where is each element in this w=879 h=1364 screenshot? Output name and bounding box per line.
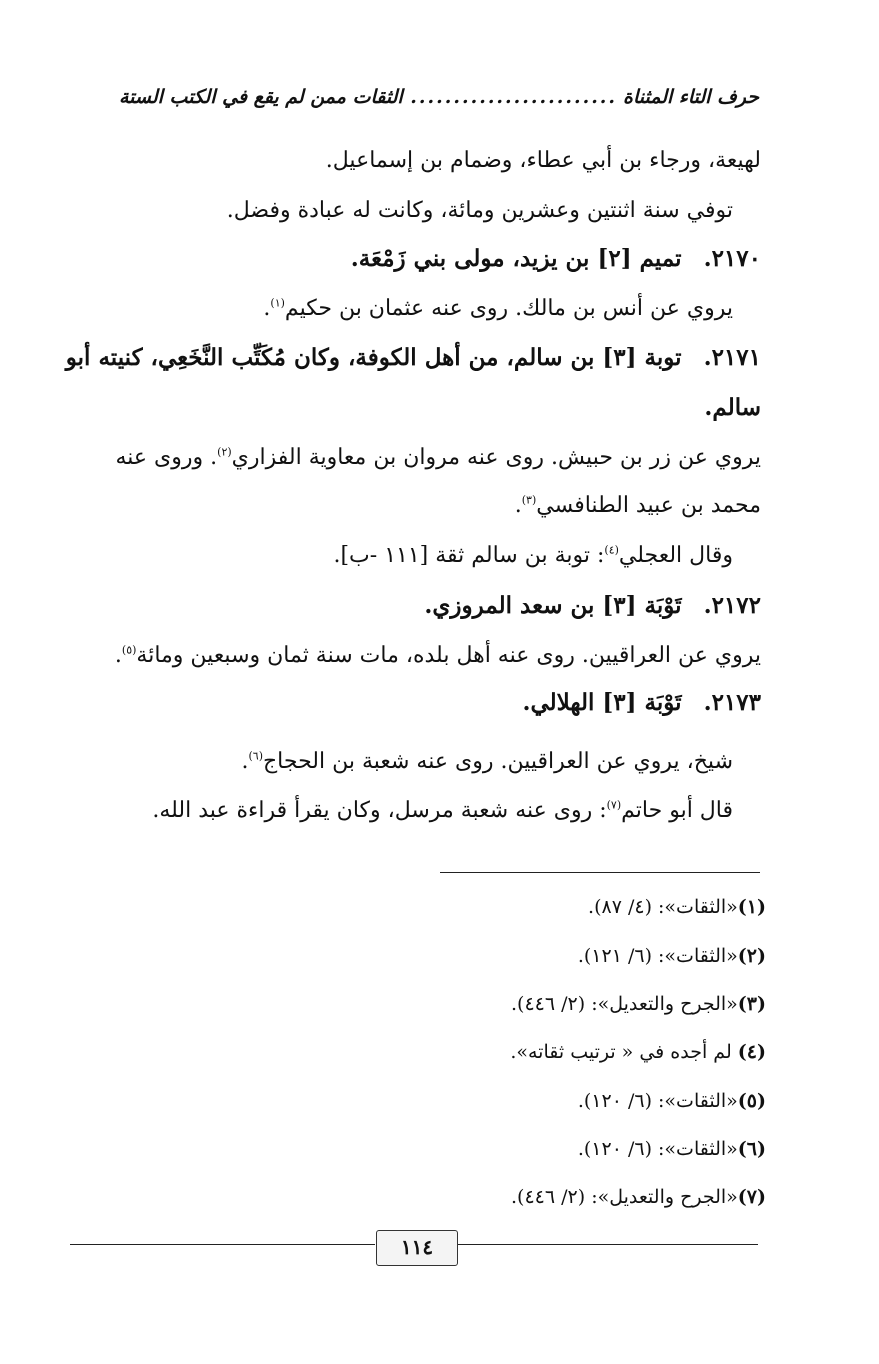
footnote-number: (٤) xyxy=(737,1041,766,1063)
text-span: محمد بن عبيد الطنافسي xyxy=(536,493,761,518)
text-line xyxy=(116,443,762,473)
footnote-text: «الثقات»: (٤/ ٨٧). xyxy=(588,896,738,918)
text-line xyxy=(241,747,733,777)
footnote-ref: (٢) xyxy=(217,445,232,459)
entry-number: ٢١٧٢. xyxy=(703,592,761,619)
footnote xyxy=(578,1135,766,1163)
footnote-ref: (٤) xyxy=(604,543,619,557)
footer-rule-right xyxy=(453,1244,758,1245)
entry-number: ٢١٧١. xyxy=(703,344,761,371)
entry-heading-continued: سالم. xyxy=(704,394,761,421)
text-span: يروي عن زر بن حبيش. روى عنه مروان بن معاوية الفزاري xyxy=(231,445,761,470)
text-line xyxy=(515,491,761,521)
footnote-ref: (١) xyxy=(270,296,285,310)
entry-heading xyxy=(522,687,761,719)
entry-heading xyxy=(66,342,761,374)
entry-heading xyxy=(351,243,761,275)
footnote xyxy=(578,942,766,970)
footnote-text: «الجرح والتعديل»: (٢/ ٤٤٦). xyxy=(511,1186,738,1208)
text-span: يروي عن العراقيين. روى عنه أهل بلده، مات سنة ثمان وسبعين ومائة xyxy=(136,643,761,668)
text-line xyxy=(263,294,733,324)
footnote-ref: (٣) xyxy=(521,493,537,507)
page-number: ١١٤ xyxy=(376,1230,458,1266)
text-span: . وروى عنه xyxy=(115,445,218,470)
footnote-number: (٥) xyxy=(737,1090,766,1112)
text-span: وقال العجلي xyxy=(618,543,733,568)
text-span: شيخ، يروي عن العراقيين. روى عنه شعبة بن الحجاج xyxy=(262,749,733,774)
footnote-text: «الثقات»: (٦/ ١٢٠). xyxy=(577,1090,738,1112)
text-line xyxy=(333,541,733,571)
footnote-ref: (٦) xyxy=(248,749,263,763)
text-span: . xyxy=(514,493,522,518)
footnote xyxy=(510,1038,766,1066)
footnote-number: (٦) xyxy=(737,1138,766,1160)
header-book-title: الثقات ممن لم يقع في الكتب الستة xyxy=(119,86,403,108)
text-span: . xyxy=(241,749,249,774)
footnote xyxy=(588,893,766,921)
footnote-ref: (٥) xyxy=(121,643,137,657)
entry-title: تَوْبَة [٣] الهلالي. xyxy=(522,689,682,716)
text-span: قال أبو حاتم xyxy=(621,798,733,823)
footnote-number: (٧) xyxy=(737,1186,766,1208)
text-span: : روى عنه شعبة مرسل، وكان يقرأ قراءة عبد الله. xyxy=(152,798,607,823)
entry-heading xyxy=(424,590,761,622)
text-span: . xyxy=(114,643,122,668)
footnote-number: (١) xyxy=(737,896,766,918)
footnote-text: «الجرح والتعديل»: (٢/ ٤٤٦). xyxy=(511,993,738,1015)
text-line: لهيعة، ورجاء بن أبي عطاء، وضمام بن إسماعيل. xyxy=(325,148,761,173)
text-line: توفي سنة اثنتين وعشرين ومائة، وكانت له عبادة وفضل. xyxy=(226,198,733,223)
entry-number: ٢١٧٣. xyxy=(703,689,761,716)
text-span: يروي عن أنس بن مالك. روى عنه عثمان بن حكيم xyxy=(284,296,733,321)
text-span: : توبة بن سالم ثقة [١١١ -ب]. xyxy=(333,543,605,568)
header-chapter: حرف التاء المثناة xyxy=(623,86,759,108)
running-header xyxy=(119,86,759,108)
footnote xyxy=(578,1087,766,1115)
footnote-number: (٢) xyxy=(737,945,766,967)
footnote-text: «الثقات»: (٦/ ١٢١). xyxy=(577,945,738,967)
footnote-ref: (٧) xyxy=(606,798,622,812)
footnote-text: لم أجده في « ترتيب ثقاته». xyxy=(510,1041,738,1063)
footnote xyxy=(511,990,766,1018)
text-line xyxy=(115,641,761,671)
entry-title: تميم [٢] بن يزيد، مولى بني زَمْعَة. xyxy=(350,245,682,272)
footer-rule-left xyxy=(70,1244,375,1245)
entry-number: ٢١٧٠. xyxy=(703,245,761,272)
entry-title: توبة [٣] بن سالم، من أهل الكوفة، وكان مُكَتِّب النَّخَعِي، كنيته أبو xyxy=(65,344,682,371)
header-dots: ........................ xyxy=(410,86,618,108)
text-span: . xyxy=(263,296,271,321)
footnote-separator xyxy=(440,872,760,873)
footnote-text: «الثقات»: (٦/ ١٢٠). xyxy=(577,1138,738,1160)
footnote xyxy=(511,1183,766,1211)
text-line xyxy=(152,796,733,826)
entry-title: تَوْبَة [٣] بن سعد المروزي. xyxy=(424,592,682,619)
footnote-number: (٣) xyxy=(737,993,766,1015)
